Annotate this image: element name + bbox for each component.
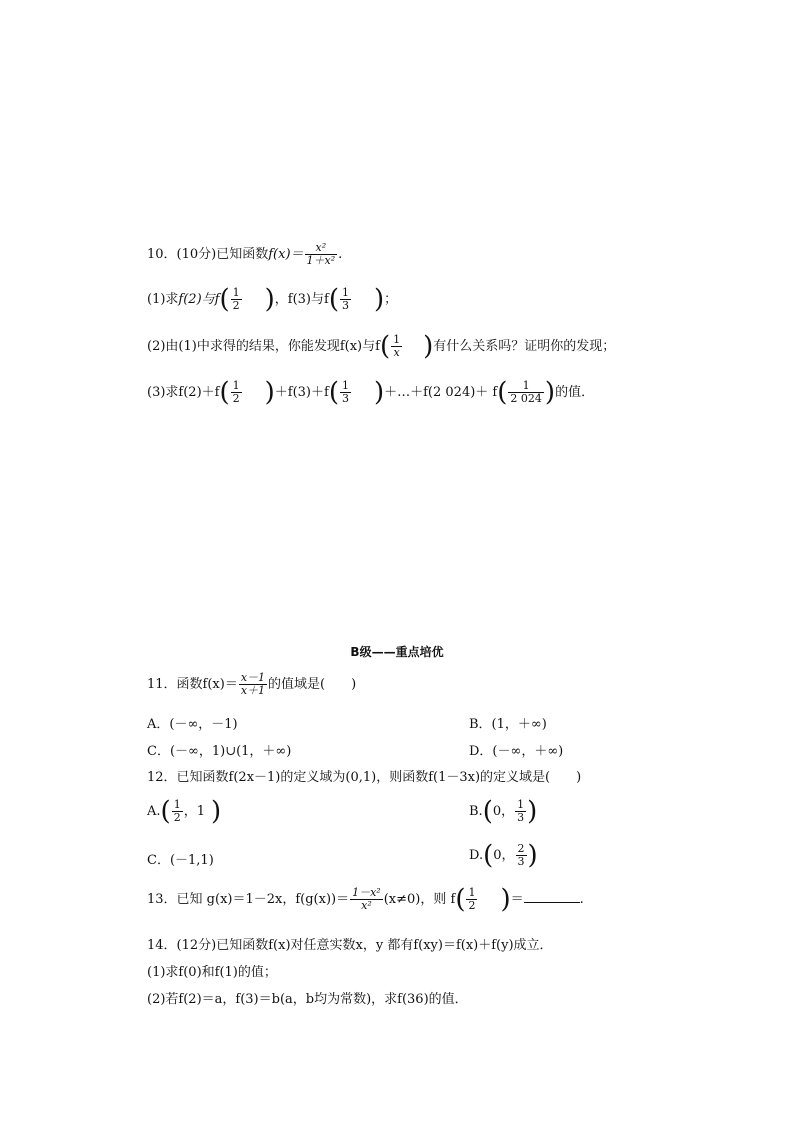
numerator: 1 bbox=[468, 886, 476, 899]
denominator: 2 bbox=[468, 899, 476, 912]
q10-p3-end: 的值． bbox=[555, 385, 595, 400]
q10-p1-label: (1)求 bbox=[147, 292, 179, 307]
q14-part1: (1)求f(0)和f(1)的值； bbox=[147, 965, 277, 980]
option-label: A. bbox=[147, 804, 161, 819]
q14-part2: (2)若f(2)＝a，f(3)＝b(a，b均为常数)，求f(36)的值． bbox=[147, 992, 468, 1007]
q10-fraction bbox=[305, 242, 338, 267]
left-paren: ( bbox=[497, 377, 508, 408]
q10-p2-text2: 有什么关系吗？证明你的发现； bbox=[433, 339, 616, 354]
q13-stem bbox=[147, 884, 584, 915]
denominator: 3 bbox=[517, 811, 525, 824]
denominator: 3 bbox=[341, 392, 349, 405]
q13-equals: ＝ bbox=[510, 892, 524, 907]
q11-stem bbox=[147, 672, 356, 697]
left-paren: ( bbox=[328, 284, 339, 315]
denominator: 2 024 bbox=[510, 392, 542, 405]
option-fraction bbox=[515, 799, 526, 824]
denominator: 3 bbox=[341, 299, 349, 312]
q13-text: 13．已知 g(x)＝1－2x，f(g(x))＝ bbox=[147, 892, 350, 907]
q11-text: 11．函数f(x)＝ bbox=[147, 677, 238, 692]
q11-option-b[interactable]: B．(1，＋∞) bbox=[469, 717, 547, 732]
q14-stem: 14．(12分)已知函数f(x)对任意实数x，y 都有f(xy)＝f(x)＋f(y)成立． bbox=[147, 938, 553, 953]
q11-option-a[interactable]: A．(－∞，－1) bbox=[147, 717, 238, 732]
numerator: 1 bbox=[232, 286, 240, 299]
numerator: x－1 bbox=[240, 671, 266, 684]
answer-blank[interactable] bbox=[524, 890, 580, 903]
q10-p3-fraction3 bbox=[508, 380, 544, 405]
option-fraction bbox=[516, 843, 527, 868]
q11-option-d[interactable]: D．(－∞，＋∞) bbox=[469, 744, 564, 759]
q10-p2-fraction bbox=[391, 334, 402, 359]
denominator: x² bbox=[361, 899, 372, 912]
q10-p3-fraction bbox=[231, 380, 242, 405]
denominator: 3 bbox=[517, 855, 525, 868]
section-heading: B级——重点培优 bbox=[350, 645, 444, 659]
q12-option-a[interactable] bbox=[147, 796, 222, 827]
q10-part3 bbox=[147, 377, 595, 408]
option-rest: ，1 bbox=[183, 804, 205, 819]
right-paren: ) bbox=[500, 884, 511, 915]
right-paren: ) bbox=[527, 796, 538, 827]
q10-p3-text: (3)求f(2)＋f bbox=[147, 385, 220, 400]
q13-fraction2 bbox=[466, 887, 477, 912]
q10-p3-text3: ＋…＋f(2 024)＋ f bbox=[384, 385, 498, 400]
q10-denominator: 1＋x² bbox=[306, 254, 336, 267]
denominator: 2 bbox=[232, 299, 240, 312]
option-fraction bbox=[172, 799, 183, 824]
q11-text2: 的值域是( ) bbox=[268, 677, 357, 692]
q10-p1-fraction bbox=[231, 287, 242, 312]
option-first: 0， bbox=[492, 804, 515, 819]
q13-end: . bbox=[579, 892, 584, 907]
q12-stem: 12．已知函数f(2x－1)的定义域为(0,1)，则函数f(1－3x)的定义域是( ) bbox=[147, 770, 582, 785]
q10-p1-end: ； bbox=[384, 292, 398, 307]
q10-intro: 10．(10分)已知函数 bbox=[147, 247, 269, 262]
q13-text2: (x≠0)，则 f bbox=[383, 892, 456, 907]
numerator: 1 bbox=[341, 286, 349, 299]
right-paren: ) bbox=[210, 796, 222, 827]
q10-p3-fraction2 bbox=[340, 380, 351, 405]
q10-p1-fraction2 bbox=[340, 287, 351, 312]
q10-stem bbox=[147, 242, 342, 267]
option-label: B. bbox=[469, 804, 483, 819]
q10-part2 bbox=[147, 331, 616, 362]
denominator: x＋1 bbox=[240, 684, 266, 697]
q10-p2-text: (2)由(1)中求得的结果，你能发现f(x)与f bbox=[147, 339, 380, 354]
numerator: 1 bbox=[341, 379, 349, 392]
right-paren: ) bbox=[544, 377, 556, 408]
q10-fx: f(x)＝ bbox=[268, 247, 304, 262]
q11-option-c[interactable]: C．(－∞，1)∪(1，＋∞) bbox=[147, 744, 292, 759]
option-first: 0， bbox=[493, 848, 515, 863]
q10-p3-text2: ＋f(3)＋f bbox=[274, 385, 329, 400]
numerator: 2 bbox=[517, 842, 525, 855]
q12-option-b[interactable] bbox=[469, 796, 538, 827]
right-paren: ) bbox=[264, 377, 275, 408]
denominator: 2 bbox=[232, 392, 240, 405]
left-paren: ( bbox=[455, 884, 466, 915]
left-paren: ( bbox=[483, 840, 494, 871]
left-paren: ( bbox=[379, 331, 391, 362]
right-paren: ) bbox=[527, 840, 538, 871]
left-paren: ( bbox=[219, 284, 230, 315]
right-paren: ) bbox=[423, 331, 434, 362]
q11-fraction bbox=[239, 672, 267, 697]
right-paren: ) bbox=[373, 377, 385, 408]
left-paren: ( bbox=[219, 377, 230, 408]
left-paren: ( bbox=[160, 796, 171, 827]
numerator: 1 bbox=[517, 798, 525, 811]
option-label: D. bbox=[469, 848, 484, 863]
q13-fraction bbox=[350, 887, 383, 912]
q10-part1 bbox=[147, 284, 398, 315]
numerator: 1 bbox=[232, 379, 240, 392]
numerator: 1－x² bbox=[352, 886, 381, 899]
left-paren: ( bbox=[328, 377, 339, 408]
q10-p1-text: f(2)与f bbox=[178, 292, 220, 307]
right-paren: ) bbox=[373, 284, 385, 315]
q12-option-c[interactable]: C．(－1,1) bbox=[147, 853, 214, 868]
q10-period: . bbox=[338, 247, 343, 262]
denominator: x bbox=[393, 346, 400, 359]
denominator: 2 bbox=[173, 811, 181, 824]
left-paren: ( bbox=[482, 796, 493, 827]
numerator: 1 bbox=[508, 380, 544, 393]
numerator: 1 bbox=[173, 798, 181, 811]
q10-numerator: x² bbox=[305, 242, 338, 255]
q10-p1-text2: ，f(3)与f bbox=[274, 292, 329, 307]
numerator: 1 bbox=[393, 333, 401, 346]
right-paren: ) bbox=[264, 284, 275, 315]
q12-option-d[interactable] bbox=[469, 840, 538, 871]
